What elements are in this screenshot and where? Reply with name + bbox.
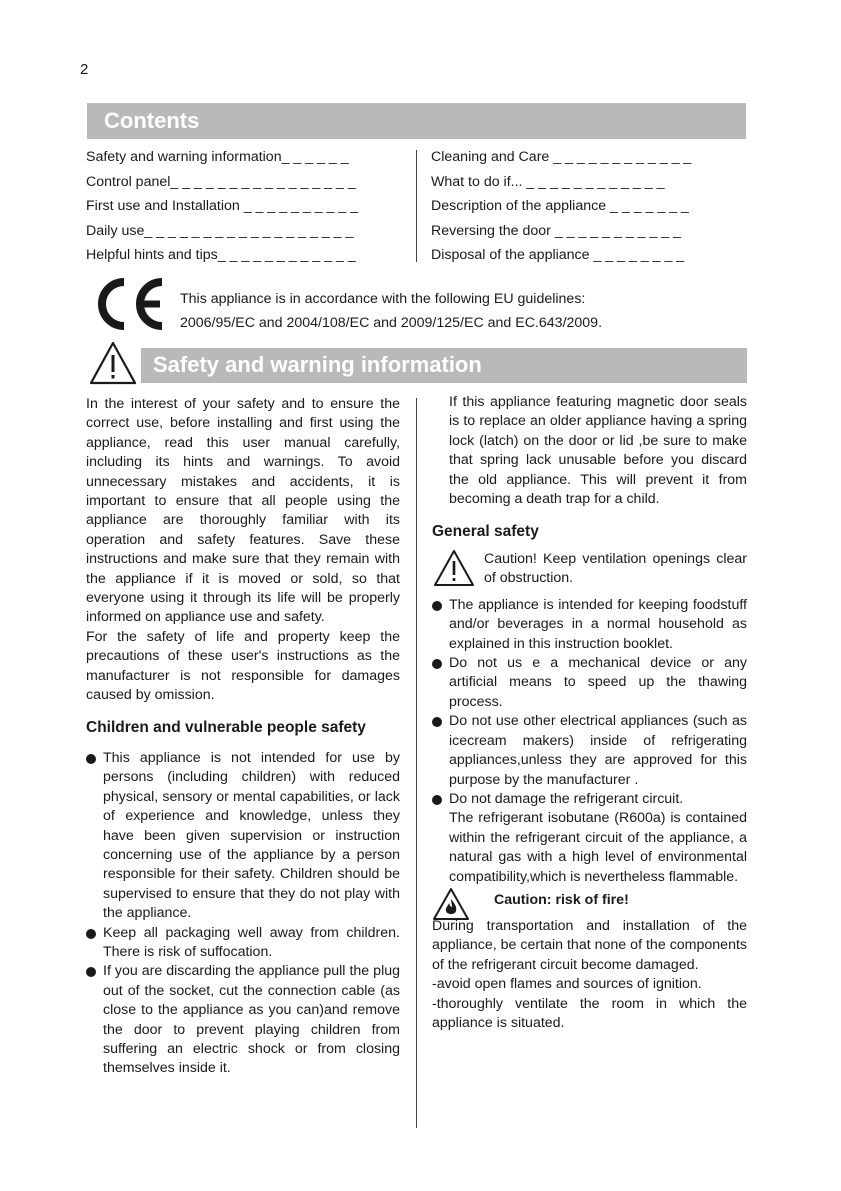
toc-entry[interactable]: Description of the appliance _ _ _ _ _ _ _: [431, 198, 689, 215]
contents-title: Contents: [104, 108, 200, 133]
general-bullet: Do not use other electrical appliances (such as icecream makers) inside of refrigerating appliances,unless they are approved for this purpose by the manufacturer .: [432, 712, 747, 790]
intro-paragraph: In the interest of your safety and to ensure the correct use, before installing and first using the appliance, read this user manual carefully, including its hints and warnings. To avoid unnecessary mistakes and accidents, it is important to ensure that all people using the appliance are thoroughly familiar with its operation and safety features. Save these instructions and make sure that they remain with the appliance if it is moved or sold, so that everyone using it through its life will be properly informed on appliance use and safety.: [86, 396, 400, 626]
ventilation-caution: [432, 550, 747, 592]
eu-compliance-text: [180, 287, 602, 335]
magnetic-door-paragraph: If this appliance featuring magnetic door seals is to replace an older appliance having a spring lock (latch) on the door or lid ,be sure to make that spring lack unusable before you discard the old appliance. This will prevent it from becoming a death trap for a child.: [449, 394, 747, 508]
intro-paragraph-2: For the safety of life and property keep the precautions of these user's instructions as the manufacturer is not responsible for damages caused by omission.: [86, 628, 400, 704]
toc-entry[interactable]: Helpful hints and tips_ _ _ _ _ _ _ _ _ _ _ _: [86, 247, 356, 264]
eu-line-2: 2006/95/EC and 2004/108/EC and 2009/125/EC and EC.643/2009.: [180, 315, 603, 331]
children-bullet: If you are discarding the appliance pull the plug out of the socket, cut the connection cable (as close to the appliance as you can)and remove the door to prevent playing children from suffering an electric shock or from closing themselves inside it.: [86, 962, 400, 1078]
children-heading: Children and vulnerable people safety: [86, 718, 366, 736]
general-bullet: The appliance is intended for keeping foodstuff and/or beverages in a normal household as explained in this instruction booklet.: [432, 596, 747, 654]
eu-line-1: This appliance is in accordance with the following EU guidelines:: [180, 291, 586, 307]
fire-caution: [432, 887, 747, 917]
right-column: [432, 393, 747, 1033]
general-bullet: Do not damage the refrigerant circuit.: [432, 790, 747, 809]
general-bullet: Do not us e a mechanical device or any artificial means to speed up the thawing process.: [432, 654, 747, 712]
ce-mark-icon: [96, 278, 168, 330]
column-divider: [416, 398, 417, 1128]
page-number: 2: [80, 61, 89, 78]
dash-item: -thoroughly ventilate the room in which the appliance is situated.: [432, 995, 747, 1031]
dash-item: -avoid open flames and sources of ignition.: [432, 976, 702, 993]
toc-entry[interactable]: Reversing the door _ _ _ _ _ _ _ _ _ _ _: [431, 222, 682, 239]
toc-right-column: [431, 145, 751, 268]
safety-title: Safety and warning information: [153, 352, 482, 377]
toc-entry[interactable]: Disposal of the appliance _ _ _ _ _ _ _ _: [431, 247, 685, 264]
refrigerant-paragraph: The refrigerant isobutane (R600a) is contained within the refrigerant circuit of the appliance, a natural gas with a high level of environmental compatibility,which is nevertheless flammable.: [449, 810, 747, 885]
caution-icon: [432, 548, 476, 588]
toc-entry[interactable]: Cleaning and Care _ _ _ _ _ _ _ _ _ _ _ _: [431, 149, 692, 165]
general-safety-heading: General safety: [432, 523, 539, 541]
caution-text: Caution! Keep ventilation openings clear of obstruction.: [484, 550, 747, 587]
left-column: [86, 395, 400, 1079]
toc-entry[interactable]: First use and Installation _ _ _ _ _ _ _ _ _ _: [86, 198, 359, 215]
safety-header: [141, 348, 747, 383]
fire-caution-text: Caution: risk of fire!: [494, 891, 629, 908]
toc-divider: [416, 150, 417, 262]
toc-left-column: [86, 145, 406, 268]
children-bullet: Keep all packaging well away from children. There is risk of suffocation.: [86, 924, 400, 963]
fire-warning-icon: [432, 887, 470, 921]
toc-entry[interactable]: Safety and warning information_ _ _ _ _ _: [86, 149, 349, 165]
transport-paragraph: During transportation and installation of the appliance, be certain that none of the components of the refrigerant circuit become damaged.: [432, 917, 747, 973]
children-bullet: This appliance is not intended for use by persons (including children) with reduced physical, sensory or mental capabilities, or lack of experience and knowledge, unless they have been given supervision or instruction concerning use of the appliance by a person responsible for their safety. Children should be supervised to ensure that they do not play with the appliance.: [86, 749, 400, 924]
warning-icon: [88, 340, 138, 386]
contents-header: [87, 103, 746, 139]
toc-entry[interactable]: Control panel_ _ _ _ _ _ _ _ _ _ _ _ _ _ _ _: [86, 173, 356, 190]
toc-entry[interactable]: Daily use_ _ _ _ _ _ _ _ _ _ _ _ _ _ _ _ _ _: [86, 222, 354, 239]
toc-entry[interactable]: What to do if... _ _ _ _ _ _ _ _ _ _ _ _: [431, 173, 665, 190]
